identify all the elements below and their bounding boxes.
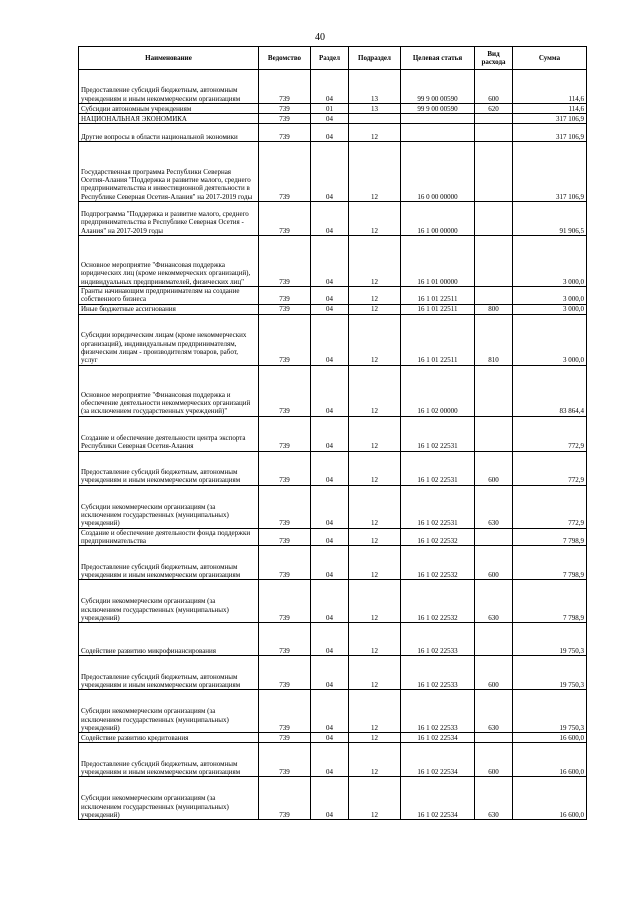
row-department: 739 bbox=[259, 733, 311, 743]
row-department: 739 bbox=[259, 623, 311, 656]
row-target-article: 16 1 02 22533 bbox=[401, 690, 475, 733]
row-subsection: 12 bbox=[349, 416, 401, 451]
row-section: 04 bbox=[311, 777, 349, 820]
row-department: 739 bbox=[259, 114, 311, 124]
row-section: 04 bbox=[311, 546, 349, 580]
row-subsection: 12 bbox=[349, 623, 401, 656]
row-department: 739 bbox=[259, 142, 311, 202]
table-row bbox=[79, 580, 587, 623]
row-target-article: 16 1 02 22532 bbox=[401, 546, 475, 580]
row-sum: 7 798,9 bbox=[513, 580, 587, 623]
table-body bbox=[79, 70, 587, 820]
row-target-article: 16 1 02 22533 bbox=[401, 623, 475, 656]
table-row bbox=[79, 777, 587, 820]
header-name: Наименование bbox=[79, 47, 259, 70]
row-name: Предоставление субсидий бюджетным, автономным учреждениям и иным некоммерческим организациям bbox=[79, 451, 259, 485]
row-section: 04 bbox=[311, 580, 349, 623]
row-department: 739 bbox=[259, 451, 311, 485]
row-sum: 3 000,0 bbox=[513, 236, 587, 287]
row-expense-type bbox=[475, 124, 513, 142]
row-section: 04 bbox=[311, 114, 349, 124]
row-department: 739 bbox=[259, 104, 311, 114]
row-section: 04 bbox=[311, 236, 349, 287]
row-section: 04 bbox=[311, 416, 349, 451]
row-sum: 91 906,5 bbox=[513, 202, 587, 236]
row-target-article: 16 1 01 22511 bbox=[401, 304, 475, 314]
header-expense-type: Вид расхода bbox=[475, 47, 513, 70]
row-section: 04 bbox=[311, 733, 349, 743]
row-name: Субсидии некоммерческим организациям (за исключением государственных (муниципальных) учреждений) bbox=[79, 777, 259, 820]
row-expense-type bbox=[475, 733, 513, 743]
row-name: Основное мероприятие "Финансовая поддержка юридических лиц (кроме некоммерческих организаций), индивидуальных предпринимателей, физических лиц" bbox=[79, 236, 259, 287]
row-target-article bbox=[401, 124, 475, 142]
row-subsection bbox=[349, 114, 401, 124]
row-name: Подпрограмма "Поддержка и развитие малого, среднего предпринимательства в Республике Северная Осетия - Алания" на 2017-2019 годы bbox=[79, 202, 259, 236]
row-name: Предоставление субсидий бюджетным, автономным учреждениям и иным некоммерческим организациям bbox=[79, 656, 259, 690]
row-department: 739 bbox=[259, 314, 311, 365]
table-row bbox=[79, 451, 587, 485]
table-row bbox=[79, 142, 587, 202]
row-target-article: 16 1 02 22531 bbox=[401, 416, 475, 451]
row-section: 04 bbox=[311, 202, 349, 236]
row-target-article: 16 1 02 22532 bbox=[401, 580, 475, 623]
row-sum: 7 798,9 bbox=[513, 528, 587, 546]
row-subsection: 12 bbox=[349, 690, 401, 733]
table-row bbox=[79, 314, 587, 365]
row-sum: 317 106,9 bbox=[513, 142, 587, 202]
table-row bbox=[79, 416, 587, 451]
row-target-article: 16 1 02 00000 bbox=[401, 365, 475, 416]
row-department: 739 bbox=[259, 656, 311, 690]
table-row bbox=[79, 287, 587, 305]
row-target-article: 16 1 01 22511 bbox=[401, 314, 475, 365]
row-department: 739 bbox=[259, 580, 311, 623]
row-section: 04 bbox=[311, 451, 349, 485]
header-section: Раздел bbox=[311, 47, 349, 70]
row-name: Содействие развитию кредитования bbox=[79, 733, 259, 743]
table-row bbox=[79, 124, 587, 142]
row-section: 04 bbox=[311, 656, 349, 690]
row-sum: 3 000,0 bbox=[513, 304, 587, 314]
row-target-article: 16 1 02 22533 bbox=[401, 656, 475, 690]
row-subsection: 12 bbox=[349, 743, 401, 777]
row-expense-type bbox=[475, 623, 513, 656]
row-subsection: 12 bbox=[349, 365, 401, 416]
table-row bbox=[79, 546, 587, 580]
table-row bbox=[79, 365, 587, 416]
table-row bbox=[79, 70, 587, 104]
row-name: Гранты начинающим предпринимателям на создание собственного бизнеса bbox=[79, 287, 259, 305]
row-expense-type bbox=[475, 202, 513, 236]
row-expense-type: 630 bbox=[475, 690, 513, 733]
row-department: 739 bbox=[259, 416, 311, 451]
row-sum: 3 000,0 bbox=[513, 314, 587, 365]
row-target-article: 16 0 00 00000 bbox=[401, 142, 475, 202]
row-sum: 317 106,9 bbox=[513, 114, 587, 124]
row-subsection: 12 bbox=[349, 314, 401, 365]
row-section: 04 bbox=[311, 304, 349, 314]
row-department: 739 bbox=[259, 528, 311, 546]
row-sum: 83 864,4 bbox=[513, 365, 587, 416]
row-subsection: 12 bbox=[349, 777, 401, 820]
row-subsection: 12 bbox=[349, 236, 401, 287]
row-target-article: 16 1 02 22531 bbox=[401, 451, 475, 485]
row-subsection: 12 bbox=[349, 580, 401, 623]
row-target-article: 16 1 02 22534 bbox=[401, 743, 475, 777]
row-section: 04 bbox=[311, 365, 349, 416]
row-sum: 19 750,3 bbox=[513, 623, 587, 656]
row-expense-type bbox=[475, 236, 513, 287]
row-target-article: 16 1 02 22532 bbox=[401, 528, 475, 546]
table-row bbox=[79, 104, 587, 114]
row-subsection: 12 bbox=[349, 656, 401, 690]
row-department: 739 bbox=[259, 485, 311, 528]
row-sum: 16 600,0 bbox=[513, 777, 587, 820]
table-row bbox=[79, 485, 587, 528]
row-department: 739 bbox=[259, 690, 311, 733]
row-subsection: 12 bbox=[349, 485, 401, 528]
row-expense-type: 630 bbox=[475, 580, 513, 623]
row-subsection: 12 bbox=[349, 451, 401, 485]
row-subsection: 12 bbox=[349, 733, 401, 743]
row-sum: 19 750,3 bbox=[513, 656, 587, 690]
row-target-article: 99 9 00 00590 bbox=[401, 70, 475, 104]
row-name: Создание и обеспечение деятельности центра экспорта Республики Северная Осетия-Алания bbox=[79, 416, 259, 451]
row-department: 739 bbox=[259, 546, 311, 580]
row-department: 739 bbox=[259, 743, 311, 777]
row-department: 739 bbox=[259, 304, 311, 314]
row-target-article: 16 1 02 22534 bbox=[401, 733, 475, 743]
row-name: Субсидии автономным учреждениям bbox=[79, 104, 259, 114]
row-name: Другие вопросы в области национальной экономики bbox=[79, 124, 259, 142]
row-expense-type bbox=[475, 528, 513, 546]
row-subsection: 12 bbox=[349, 287, 401, 305]
row-section: 04 bbox=[311, 743, 349, 777]
row-expense-type: 600 bbox=[475, 743, 513, 777]
row-sum: 772,9 bbox=[513, 451, 587, 485]
table-row bbox=[79, 743, 587, 777]
row-name: Субсидии юридическим лицам (кроме некоммерческих организаций), индивидуальным предпринимателям, физическим лицам - производителям товаров, работ, услуг bbox=[79, 314, 259, 365]
row-department: 739 bbox=[259, 365, 311, 416]
table-row bbox=[79, 733, 587, 743]
row-sum: 3 000,0 bbox=[513, 287, 587, 305]
row-subsection: 12 bbox=[349, 546, 401, 580]
row-expense-type bbox=[475, 365, 513, 416]
row-department: 739 bbox=[259, 70, 311, 104]
row-section: 04 bbox=[311, 528, 349, 546]
row-expense-type: 810 bbox=[475, 314, 513, 365]
row-expense-type: 630 bbox=[475, 485, 513, 528]
row-target-article: 99 9 00 00590 bbox=[401, 104, 475, 114]
row-sum: 114,6 bbox=[513, 70, 587, 104]
row-section: 04 bbox=[311, 485, 349, 528]
row-subsection: 12 bbox=[349, 202, 401, 236]
table-row bbox=[79, 623, 587, 656]
row-subsection: 12 bbox=[349, 124, 401, 142]
row-sum: 7 798,9 bbox=[513, 546, 587, 580]
row-expense-type: 600 bbox=[475, 546, 513, 580]
row-expense-type bbox=[475, 416, 513, 451]
row-section: 04 bbox=[311, 287, 349, 305]
row-name: Предоставление субсидий бюджетным, автономным учреждениям и иным некоммерческим организациям bbox=[79, 70, 259, 104]
row-sum: 19 750,3 bbox=[513, 690, 587, 733]
row-section: 04 bbox=[311, 690, 349, 733]
row-sum: 772,9 bbox=[513, 485, 587, 528]
row-name: Основное мероприятие "Финансовая поддержка и обеспечение деятельности некоммерческих организаций (за исключением государственных учреждений)" bbox=[79, 365, 259, 416]
table-row bbox=[79, 304, 587, 314]
row-section: 04 bbox=[311, 124, 349, 142]
row-section: 04 bbox=[311, 70, 349, 104]
row-name: Субсидии некоммерческим организациям (за исключением государственных (муниципальных) учреждений) bbox=[79, 580, 259, 623]
row-name: Иные бюджетные ассигнования bbox=[79, 304, 259, 314]
row-name: Создание и обеспечение деятельности фонда поддержки предпринимательства bbox=[79, 528, 259, 546]
row-target-article: 16 1 00 00000 bbox=[401, 202, 475, 236]
row-target-article: 16 1 01 00000 bbox=[401, 236, 475, 287]
row-expense-type: 800 bbox=[475, 304, 513, 314]
row-department: 739 bbox=[259, 202, 311, 236]
table-row bbox=[79, 236, 587, 287]
row-name: Субсидии некоммерческим организациям (за исключением государственных (муниципальных) учреждений) bbox=[79, 485, 259, 528]
header-target-article: Целевая статья bbox=[401, 47, 475, 70]
row-name: Субсидии некоммерческим организациям (за исключением государственных (муниципальных) учреждений) bbox=[79, 690, 259, 733]
table-row bbox=[79, 690, 587, 733]
row-sum: 114,6 bbox=[513, 104, 587, 114]
row-department: 739 bbox=[259, 777, 311, 820]
header-sum: Сумма bbox=[513, 47, 587, 70]
row-target-article: 16 1 02 22531 bbox=[401, 485, 475, 528]
row-expense-type: 600 bbox=[475, 451, 513, 485]
table-row bbox=[79, 114, 587, 124]
page-number: 40 bbox=[315, 32, 325, 43]
row-department: 739 bbox=[259, 124, 311, 142]
row-name: НАЦИОНАЛЬНАЯ ЭКОНОМИКА bbox=[79, 114, 259, 124]
row-subsection: 13 bbox=[349, 70, 401, 104]
header-row bbox=[79, 47, 587, 70]
row-sum: 772,9 bbox=[513, 416, 587, 451]
row-name: Содействие развитию микрофинансирования bbox=[79, 623, 259, 656]
row-section: 04 bbox=[311, 314, 349, 365]
row-section: 01 bbox=[311, 104, 349, 114]
row-sum: 16 600,0 bbox=[513, 743, 587, 777]
row-subsection: 12 bbox=[349, 304, 401, 314]
row-expense-type bbox=[475, 114, 513, 124]
row-target-article: 16 1 01 22511 bbox=[401, 287, 475, 305]
row-expense-type: 600 bbox=[475, 656, 513, 690]
header-department: Ведомство bbox=[259, 47, 311, 70]
row-name: Предоставление субсидий бюджетным, автономным учреждениям и иным некоммерческим организациям bbox=[79, 743, 259, 777]
row-subsection: 12 bbox=[349, 528, 401, 546]
row-expense-type: 600 bbox=[475, 70, 513, 104]
row-expense-type bbox=[475, 142, 513, 202]
row-name: Государственная программа Республики Северная Осетия-Алания "Поддержка и развитие малого, среднего предпринимательства и инвестиционной деятельности в Республике Северная Осетия-Алания" на 2017-2019 годы bbox=[79, 142, 259, 202]
row-section: 04 bbox=[311, 623, 349, 656]
row-expense-type: 630 bbox=[475, 777, 513, 820]
table-row bbox=[79, 528, 587, 546]
row-department: 739 bbox=[259, 287, 311, 305]
budget-table bbox=[78, 46, 587, 820]
row-name: Предоставление субсидий бюджетным, автономным учреждениям и иным некоммерческим организациям bbox=[79, 546, 259, 580]
row-section: 04 bbox=[311, 142, 349, 202]
row-sum: 16 600,0 bbox=[513, 733, 587, 743]
row-department: 739 bbox=[259, 236, 311, 287]
row-subsection: 13 bbox=[349, 104, 401, 114]
row-target-article: 16 1 02 22534 bbox=[401, 777, 475, 820]
table-row bbox=[79, 656, 587, 690]
row-expense-type: 620 bbox=[475, 104, 513, 114]
row-subsection: 12 bbox=[349, 142, 401, 202]
header-subsection: Подраздел bbox=[349, 47, 401, 70]
row-sum: 317 106,9 bbox=[513, 124, 587, 142]
row-target-article bbox=[401, 114, 475, 124]
row-expense-type bbox=[475, 287, 513, 305]
table-row bbox=[79, 202, 587, 236]
